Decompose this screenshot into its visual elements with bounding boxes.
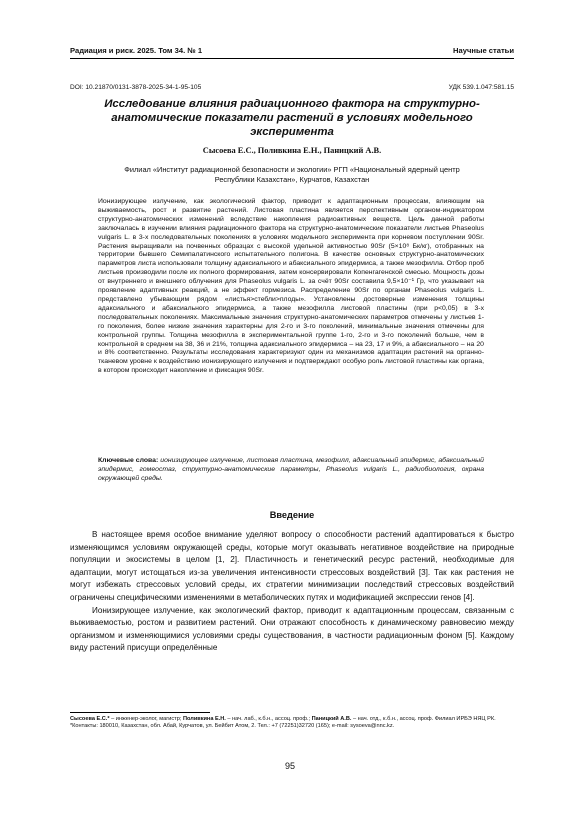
affiliation: Филиал «Институт радиационной безопасности и экологии» РГП «Национальный ядерный центр Республики Казахстан», Курчатов, Казахстан bbox=[124, 165, 460, 184]
running-header bbox=[70, 46, 514, 55]
footnotes bbox=[70, 716, 514, 730]
section-heading-introduction: Введение bbox=[269, 510, 315, 520]
udk-code: УДК 539.1.047:581.15 bbox=[448, 84, 514, 91]
author-name: Поливкина Е.Н. bbox=[182, 716, 226, 722]
authors: Сысоева Е.С., Поливкина Е.Н., Паницкий А.В. bbox=[202, 146, 382, 155]
author-role: – нач. отд., к.б.н., ассоц. проф. Филиал ИРБЭ НЯЦ РК. bbox=[351, 716, 496, 722]
paragraph: В настоящее время особое внимание уделяют вопросу о способности растений адаптироваться к быстро изменяющимся условиям окружающей среды, которые могут оказывать негативное воздействие на природные популяции и экосистемы в целом [1, 2]. Пластичность и генетический ресурс растений, необходимые для адаптации, могут истощаться из-за увеличения интенсивности стрессовых воздействий [3]. Так как растения не могут избежать стрессовых условий среды, их стратегии минимизации последствий стрессовых воздействий ограничены специфическими изменениями в метаболических путях и модификацией экспрессии генов [4]. bbox=[70, 530, 514, 602]
contacts: *Контакты: 180010, Казахстан, обл. Абай, Курчатов, ул. Бейбит Атом, 2. Тел.: +7 (72251)32720 (165); e-mail: sysoeva@nnc.kz. bbox=[70, 723, 395, 730]
author-name: Сысоева Е.С.* bbox=[70, 716, 110, 722]
keywords-label: Ключевые слова: bbox=[98, 457, 159, 464]
header-divider bbox=[70, 58, 514, 59]
journal-citation: Радиация и риск. 2025. Том 34. № 1 bbox=[70, 46, 203, 55]
keywords-list: ионизирующее излучение, листовая пластина, мезофилл, адаксиальный эпидермис, абаксиальный эпидермис, гомеостаз, структурно-анатомические параметры, Phaseolus vulgaris L., радиобиология, охрана окружающей среды. bbox=[98, 457, 484, 482]
section-label: Научные статьи bbox=[453, 46, 514, 55]
author-name: Паницкий А.В. bbox=[311, 716, 352, 722]
footnote-divider bbox=[70, 712, 210, 713]
paragraph: Ионизирующее излучение, как экологический фактор, приводит к адаптационным процессам, связанным с выживаемостью, ростом и развитием растений. Они отражают способность к динамическому равновесию между организмом и изменяющимися условиями среды существования, в частности радиационным фоном [5]. Каждому виду растений присущи определённые bbox=[70, 605, 514, 653]
article-title: Исследование влияния радиационного фактора на структурно-анатомические показатели растений в условиях модельного эксперимента bbox=[104, 98, 480, 138]
abstract: Ионизирующее излучение, как экологический фактор, приводит к адаптационным процессам, влияющим на выживаемость, рост и развитие растений. Листовая пластина является перспективным органом-индикатором структурно-анатомических изменений вследствие накопления радиоактивных веществ. Цель данной работы заключалась в изучении влияния радиационного фактора на структурно-анатомические показатели листьев Phaseolus vulgaris L. в 3-х последовательных поколениях в условиях модельного эксперимента при корневом поступлении 90Sr. Растения выращивали на почвенных образцах с высокой удельной активностью 90Sr (5×10⁸ Бк/кг), отобранных на территории бывшего Семипалатинского испытательного полигона. В качестве основных структурно-анатомических параметров листа использовали толщину адаксиального и абаксиального эпидермиса, а также мезофилла. Отбор проб листьев производили после их полного формирования, затем консервировали Копенгагенской смесью. Мощность дозы от внутреннего и внешнего облучения для Phaseolus vulgaris L. за счёт 90Sr составила 9,5×10⁻¹ Гр, что указывает на проявление адаптивных реакций, а не эффект гормезиса. Распределение 90Sr по органам Phaseolus vulgaris L. представлено убывающим рядом «листья>стебли>плоды». Установлены достоверные изменения толщины адаксиального и абаксиального эпидермиса, а также мезофилла листовой пластины (при p<0,05) в 3-х последовательных поколениях. Максимальные значения структурно-анатомических параметров отмечены у листьев 1-го поколения, более низкие значения характерны для 2-го и 3-го поколений, минимальные значения отмечены для контрольной группы. Толщина мезофилла в экспериментальной группе 1-го, 2-го и 3-го поколений больше, чем в контрольной в среднем на 38, 36 и 21%, толщина адаксиального эпидермиса – на 23, 17 и 9%, а абаксиального – на 20 и 8% соответственно. Результаты исследования характеризуют один из механизмов адаптации растений на органно-тканевом уровне к воздействию ионизирующего излучения и подтверждают особую роль листовой пластины как органа, в котором происходит накопление и фиксация 90Sr. bbox=[98, 198, 484, 375]
page-number: 95 bbox=[284, 761, 295, 771]
doi[interactable]: DOI: 10.21870/0131-3878-2025-34-1-95-105 bbox=[70, 84, 202, 91]
author-role: – нач. лаб., к.б.н., ассоц. проф.; bbox=[225, 716, 312, 722]
author-role: – инженер-эколог, магистр; bbox=[109, 716, 183, 722]
article-meta bbox=[70, 84, 514, 91]
introduction-body bbox=[70, 529, 514, 655]
keywords bbox=[98, 457, 484, 484]
